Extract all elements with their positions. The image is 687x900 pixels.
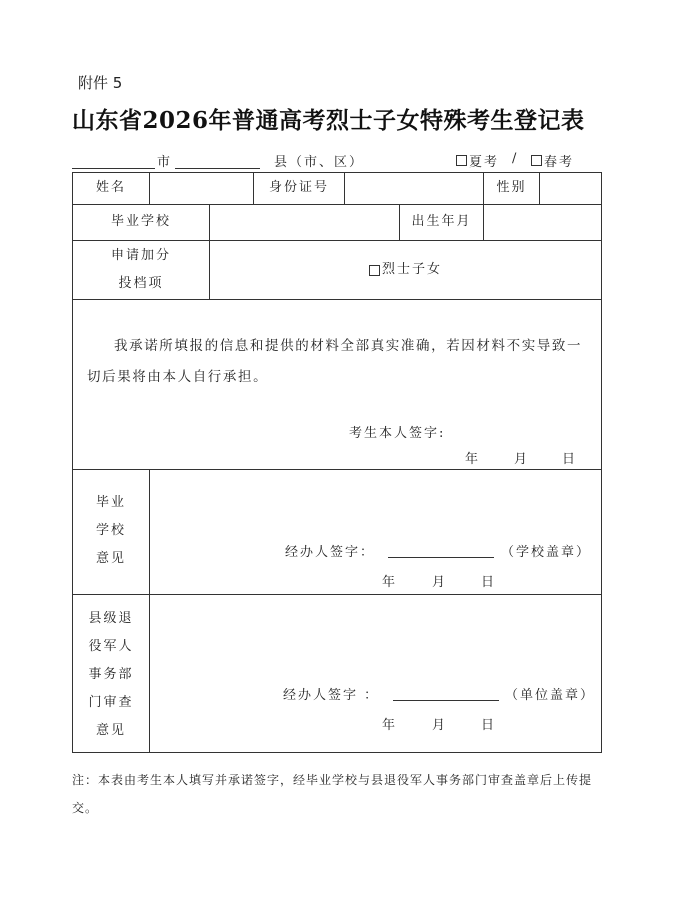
col-divider bbox=[149, 469, 150, 594]
id-field[interactable] bbox=[345, 173, 483, 204]
school-field[interactable] bbox=[210, 205, 399, 240]
school-opinion-line: 意见 bbox=[95, 551, 126, 566]
school-opinion-line: 毕业 bbox=[95, 495, 126, 510]
dept-opinion-line: 县级退 bbox=[88, 611, 134, 626]
school-date-month: 月 bbox=[432, 575, 448, 590]
gender-label: 性别 bbox=[496, 180, 527, 196]
region-row bbox=[72, 151, 602, 173]
dept-opinion-label bbox=[73, 605, 149, 745]
dept-seal-label: （单位盖章） bbox=[505, 688, 596, 703]
summer-checkbox-icon[interactable] bbox=[456, 155, 467, 166]
summer-option[interactable]: 夏考 bbox=[456, 151, 499, 170]
dept-handler-label: 经办人签字 ： bbox=[283, 688, 380, 703]
exam-separator: / bbox=[512, 151, 519, 166]
birth-label: 出生年月 bbox=[411, 214, 472, 230]
school-handler-label: 经办人签字： bbox=[285, 545, 376, 560]
school-date-day: 日 bbox=[481, 575, 497, 590]
name-label: 姓名 bbox=[95, 180, 126, 196]
dept-date-month: 月 bbox=[432, 718, 448, 733]
registration-form bbox=[72, 172, 602, 753]
dept-date-day: 日 bbox=[481, 718, 497, 733]
bonus-label-line2: 投档项 bbox=[118, 276, 164, 291]
gender-field[interactable] bbox=[540, 173, 601, 204]
school-label: 毕业学校 bbox=[110, 214, 171, 230]
spring-option[interactable]: 春考 bbox=[531, 151, 574, 170]
name-field[interactable] bbox=[150, 173, 253, 204]
dept-handler-signature-line[interactable] bbox=[393, 700, 499, 701]
student-date-year: 年 bbox=[465, 452, 481, 467]
bonus-option[interactable] bbox=[210, 241, 601, 299]
page-title: 山东省2026年普通高考烈士子女特殊考生登记表 bbox=[72, 107, 585, 134]
school-seal-label: （学校盖章） bbox=[501, 545, 592, 560]
spring-checkbox-icon[interactable] bbox=[531, 155, 542, 166]
dept-opinion-line: 役军人 bbox=[88, 639, 134, 654]
dept-date-year: 年 bbox=[382, 718, 398, 733]
bonus-option-label: 烈士子女 bbox=[381, 261, 442, 277]
martyr-child-checkbox-icon[interactable] bbox=[369, 265, 380, 276]
city-suffix: 市 bbox=[157, 155, 173, 170]
dept-opinion-line: 门审查 bbox=[88, 695, 134, 710]
school-opinion-line: 学校 bbox=[95, 523, 126, 538]
birth-field[interactable] bbox=[484, 205, 601, 240]
attachment-label: 附件 5 bbox=[78, 74, 123, 92]
school-date-year: 年 bbox=[382, 575, 398, 590]
student-date-month: 月 bbox=[514, 452, 530, 467]
dept-opinion-line: 意见 bbox=[95, 723, 126, 738]
student-date-day: 日 bbox=[562, 452, 578, 467]
dept-opinion-line: 事务部 bbox=[88, 667, 134, 682]
footnote: 注：本表由考生本人填写并承诺签字，经毕业学校与县退役军人事务部门审查盖章后上传提交。 bbox=[72, 773, 593, 815]
student-sign-label: 考生本人签字: bbox=[349, 426, 446, 441]
id-label: 身份证号 bbox=[268, 180, 329, 196]
school-handler-signature-line[interactable] bbox=[388, 557, 494, 558]
bonus-label bbox=[73, 241, 209, 299]
row-divider bbox=[73, 594, 601, 595]
city-blank[interactable] bbox=[72, 168, 155, 169]
col-divider bbox=[149, 594, 150, 753]
county-blank[interactable] bbox=[175, 168, 260, 169]
school-opinion-label bbox=[73, 489, 149, 573]
county-label: 县（市、区） bbox=[274, 155, 365, 170]
pledge-text: 我承诺所填报的信息和提供的材料全部真实准确，若因材料不实导致一切后果将由本人自行承担。 bbox=[87, 338, 583, 385]
bonus-label-line1: 申请加分 bbox=[110, 248, 171, 263]
row-divider bbox=[73, 299, 601, 300]
row-divider bbox=[73, 469, 601, 470]
